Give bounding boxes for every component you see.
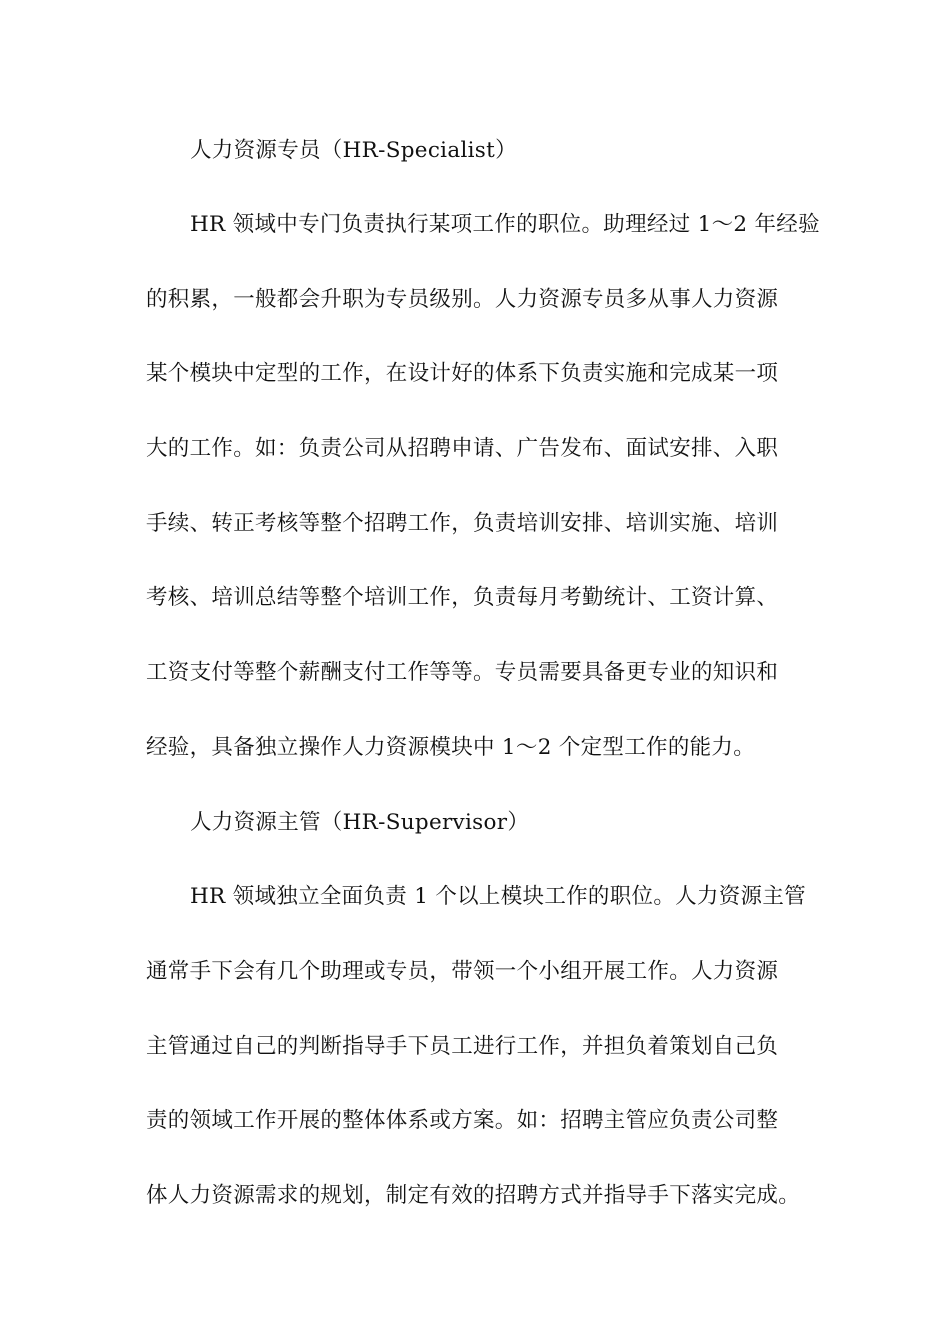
paragraph-line: 工资支付等整个薪酬支付工作等等。专员需要具备更专业的知识和 [146,660,779,685]
paragraph-line: 某个模块中定型的工作，在设计好的体系下负责实施和完成某一项 [146,361,779,386]
paragraph-line: HR 领域独立全面负责 1 个以上模块工作的职位。人力资源主管 [190,884,806,909]
paragraph-line: 通常手下会有几个助理或专员，带领一个小组开展工作。人力资源 [146,959,779,984]
paragraph-line: 的积累，一般都会升职为专员级别。人力资源专员多从事人力资源 [146,287,779,312]
paragraph-line: 体人力资源需求的规划，制定有效的招聘方式并指导手下落实完成。 [146,1183,801,1208]
paragraph-line: 手续、转正考核等整个招聘工作，负责培训安排、培训实施、培训 [146,511,779,536]
paragraph-line: 经验，具备独立操作人力资源模块中 1～2 个定型工作的能力。 [146,735,756,760]
section-heading-specialist: 人力资源专员（HR-Specialist） [190,138,517,163]
paragraph-line: 责的领域工作开展的整体体系或方案。如：招聘主管应负责公司整 [146,1108,779,1133]
section-heading-supervisor: 人力资源主管（HR-Supervisor） [190,810,530,835]
paragraph-line: 大的工作。如：负责公司从招聘申请、广告发布、面试安排、入职 [146,436,779,461]
paragraph-line: 主管通过自己的判断指导手下员工进行工作，并担负着策划自己负 [146,1034,779,1059]
paragraph-line: HR 领域中专门负责执行某项工作的职位。助理经过 1～2 年经验 [190,212,820,237]
paragraph-line: 考核、培训总结等整个培训工作，负责每月考勤统计、工资计算、 [146,585,779,610]
